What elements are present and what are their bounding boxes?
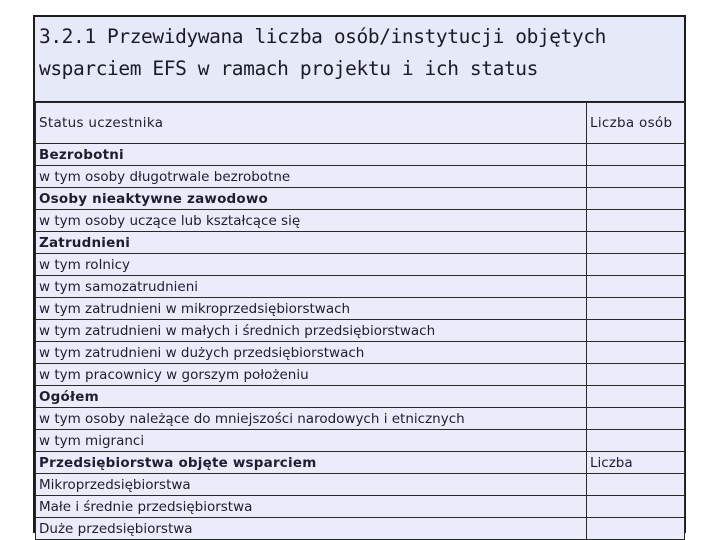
row-count[interactable]: Liczba [587,452,685,474]
table-row [36,430,685,452]
row-label: w tym osoby uczące lub kształcące się [36,210,587,232]
row-count[interactable] [587,276,685,298]
row-count[interactable] [587,342,685,364]
header-count: Liczba osób [587,103,685,144]
row-count[interactable] [587,254,685,276]
row-label: Bezrobotni [36,144,587,166]
header-status: Status uczestnika [36,103,587,144]
table-row [36,452,685,474]
table-row [36,518,685,540]
row-label: Małe i średnie przedsiębiorstwa [36,496,587,518]
row-label: w tym zatrudnieni w dużych przedsiębiorstwach [36,342,587,364]
table-row [36,474,685,496]
row-label: w tym migranci [36,430,587,452]
row-count[interactable] [587,496,685,518]
document-frame [33,15,686,537]
row-label: w tym rolnicy [36,254,587,276]
row-count[interactable] [587,430,685,452]
table-row [36,496,685,518]
row-count[interactable] [587,166,685,188]
row-count[interactable] [587,474,685,496]
table-row [36,188,685,210]
row-count[interactable] [587,408,685,430]
table-header-row [36,103,685,144]
row-label: w tym osoby długotrwale bezrobotne [36,166,587,188]
row-label: Przedsiębiorstwa objęte wsparciem [36,452,587,474]
row-label: w tym zatrudnieni w małych i średnich przedsiębiorstwach [36,320,587,342]
row-label: Osoby nieaktywne zawodowo [36,188,587,210]
table-row [36,320,685,342]
row-count[interactable] [587,144,685,166]
row-count[interactable] [587,364,685,386]
row-count[interactable] [587,188,685,210]
row-count[interactable] [587,298,685,320]
row-label: Mikroprzedsiębiorstwa [36,474,587,496]
participants-table [35,102,685,540]
table-row [36,254,685,276]
row-label: w tym osoby należące do mniejszości narodowych i etnicznych [36,408,587,430]
table-row [36,232,685,254]
table-row [36,364,685,386]
row-label: Duże przedsiębiorstwa [36,518,587,540]
table-row [36,298,685,320]
row-count[interactable] [587,232,685,254]
row-count[interactable] [587,320,685,342]
table-row [36,408,685,430]
row-label: w tym pracownicy w gorszym położeniu [36,364,587,386]
section-title-line-2: wsparciem EFS w ramach projektu i ich status [39,57,538,80]
table-row [36,386,685,408]
table-row [36,166,685,188]
row-count[interactable] [587,518,685,540]
table-row [36,276,685,298]
table-row [36,210,685,232]
row-label: w tym zatrudnieni w mikroprzedsiębiorstwach [36,298,587,320]
row-label: w tym samozatrudnieni [36,276,587,298]
section-title [35,17,684,102]
section-title-line-1: 3.2.1 Przewidywana liczba osób/instytucji objętych [39,25,606,48]
row-count[interactable] [587,386,685,408]
row-label: Ogółem [36,386,587,408]
table-row [36,342,685,364]
table-row [36,144,685,166]
row-label: Zatrudnieni [36,232,587,254]
row-count[interactable] [587,210,685,232]
